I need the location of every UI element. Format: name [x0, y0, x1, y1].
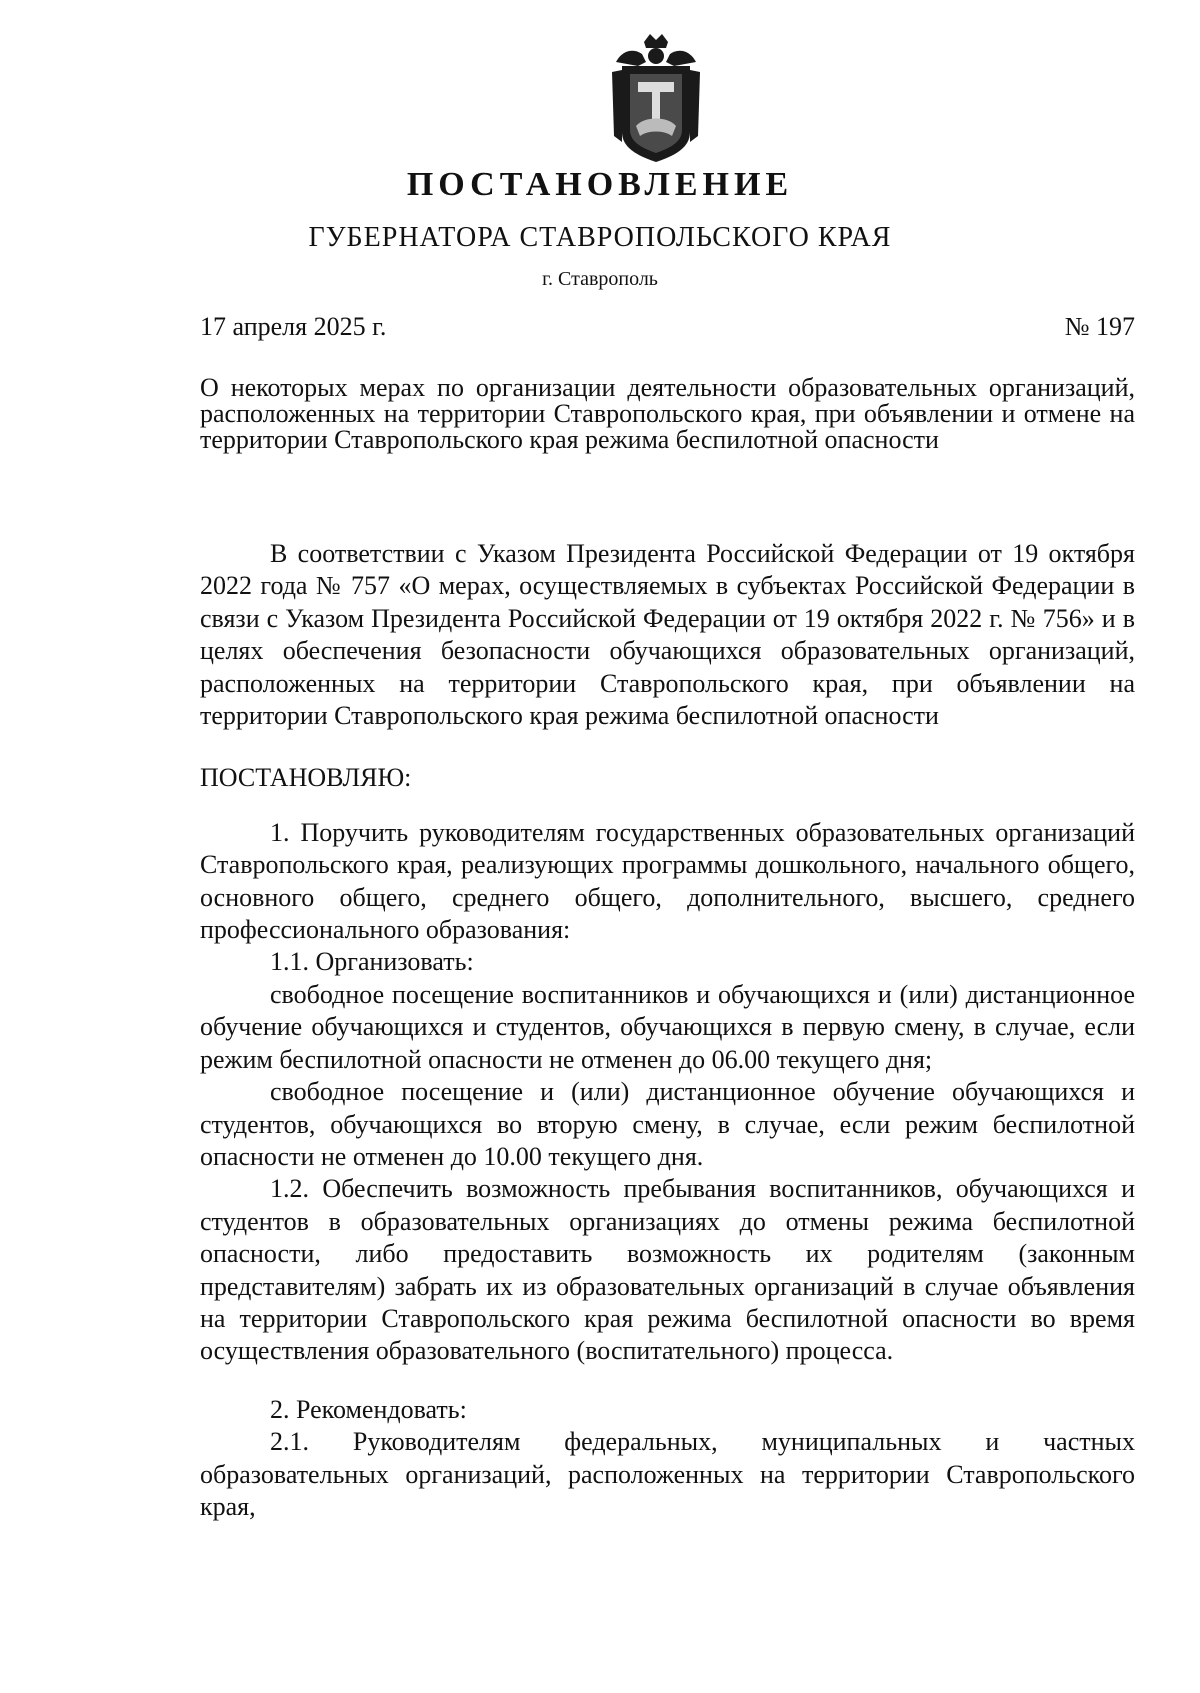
- document-title: ПОСТАНОВЛЕНИЕ: [406, 166, 794, 203]
- document-heading: О некоторых мерах по организации деятельности образовательных организаций, расположенных на территории Ставропольского края, при объявлении и отмене на территории Ставропольского края режима беспилотной опасности: [200, 373, 1135, 454]
- item-1-1: 1.1. Организовать:: [270, 947, 474, 977]
- item-1: 1. Поручить руководителям государственных образовательных организаций Ставропольского края, реализующих программы дошкольного, начального общего, основного общего, среднего общего, дополнительного, высшего, среднего профессионального образования:: [200, 817, 1135, 945]
- document-city: г. Ставрополь: [542, 268, 658, 290]
- document-number: № 197: [1064, 312, 1135, 341]
- preamble-paragraph: В соответствии с Указом Президента Российской Федерации от 19 октября 2022 года № 757 «О мерах, осуществляемых в субъектах Российской Федерации в связи с Указом Президента Российской Федерации от 19 октября 2022 г. № 756» и в целях обеспечения безопасности обучающихся образовательных организаций, расположенных на территории Ставропольского края, при объявлении на территории Ставропольского края режима беспилотной опасности: [200, 539, 1135, 731]
- decree-word: ПОСТАНОВЛЯЮ:: [200, 763, 412, 793]
- item-1-1-a: свободное посещение воспитанников и обучающихся и (или) дистанционное обучение обучающихся и студентов, обучающихся в первую смену, в случае, если режим беспилотной опасности не отменен до 06.00 текущего дня;: [200, 979, 1135, 1074]
- document-issuer: ГУБЕРНАТОРА СТАВРОПОЛЬСКОГО КРАЯ: [308, 222, 892, 253]
- document-date: 17 апреля 2025 г.: [200, 312, 387, 341]
- item-2: 2. Рекомендовать:: [270, 1394, 467, 1424]
- item-1-2: 1.2. Обеспечить возможность пребывания воспитанников, обучающихся и студентов в образовательных организациях до отмены режима беспилотной опасности, либо предоставить возможность их родителям (законным представителям) забрать их из образовательных организаций в случае объявления на территории Ставропольского края режима беспилотной опасности во время осуществления образовательного (воспитательного) процесса.: [200, 1174, 1135, 1366]
- document-body: [200, 538, 1135, 1523]
- item-2-1: 2.1. Руководителям федеральных, муниципальных и частных образовательных организаций, расположенных на территории Ставропольского края,: [200, 1427, 1135, 1521]
- coat-of-arms-icon: [608, 32, 704, 164]
- item-1-1-b: свободное посещение и (или) дистанционное обучение обучающихся и студентов, обучающихся во вторую смену, в случае, если режим беспилотной опасности не отменен до 10.00 текущего дня.: [200, 1077, 1135, 1171]
